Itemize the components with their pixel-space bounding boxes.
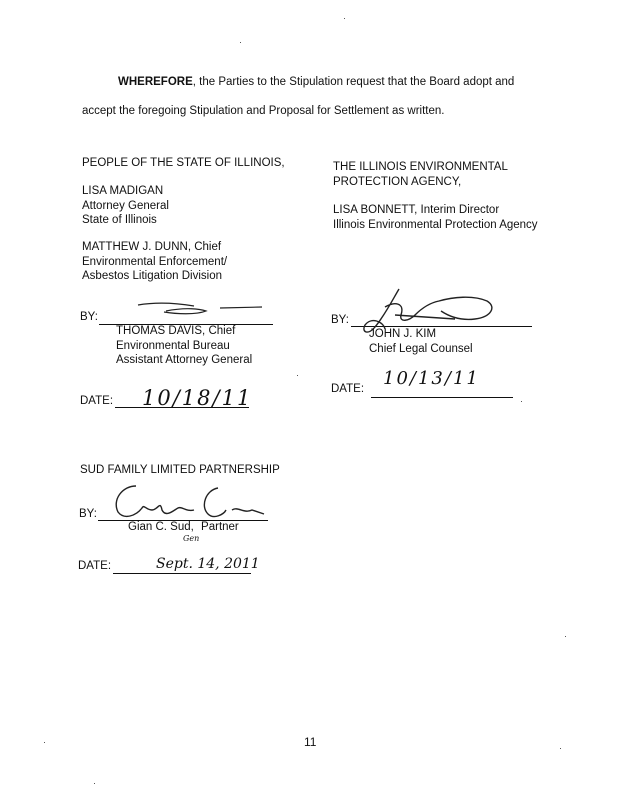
left-chief-name: MATTHEW J. DUNN, Chief	[82, 241, 222, 253]
left-signer-bureau: Environmental Bureau	[116, 339, 230, 352]
left-chief-division-2: Asbestos Litigation Division	[82, 270, 222, 282]
right-date-line	[371, 397, 513, 398]
third-signature	[108, 480, 268, 524]
wherefore-line-2: accept the foregoing Stipulation and Proposal for Settlement as written.	[82, 105, 445, 117]
third-by-label: BY:	[79, 508, 97, 520]
third-date-label: DATE:	[78, 560, 112, 572]
right-date-handwritten: 10/13/11	[383, 368, 480, 389]
right-agency: Illinois Environmental Protection Agency	[333, 218, 538, 231]
scan-speck	[560, 748, 561, 749]
scan-speck	[521, 401, 522, 402]
right-signer-name: JOHN J. KIM	[369, 328, 437, 340]
right-director: LISA BONNETT, Interim Director	[333, 204, 500, 216]
right-signer-title: Chief Legal Counsel	[369, 342, 473, 355]
left-date-handwritten: 10/18/11	[142, 386, 253, 410]
right-signer-block	[369, 327, 473, 356]
scan-speck	[94, 783, 95, 784]
left-ag-title: Attorney General	[82, 199, 169, 212]
left-signer-title: Assistant Attorney General	[116, 354, 253, 366]
scan-speck	[344, 18, 345, 19]
left-signer-name: THOMAS DAVIS, Chief	[116, 325, 236, 337]
left-date-label: DATE:	[80, 395, 114, 407]
third-date-handwritten: Sept. 14, 2011	[156, 556, 260, 572]
right-party-line-2: PROTECTION AGENCY,	[333, 175, 462, 188]
left-ag-block	[82, 184, 169, 228]
wherefore-line-1	[118, 76, 514, 88]
left-signer-block	[116, 324, 252, 368]
wherefore-line-1-text: , the Parties to the Stipulation request that the Board adopt and	[192, 76, 515, 88]
left-party-heading: PEOPLE OF THE STATE OF ILLINOIS,	[82, 157, 285, 169]
left-signature	[136, 297, 266, 321]
third-signer-role: Partner	[201, 521, 239, 533]
right-party-line-1: THE ILLINOIS ENVIRONMENTAL	[333, 161, 508, 173]
scan-speck	[565, 636, 566, 637]
third-signer-name: Gian C. Sud,	[128, 521, 194, 533]
left-chief-division-1: Environmental Enforcement/	[82, 255, 228, 268]
scan-speck	[297, 375, 298, 376]
left-ag-name: LISA MADIGAN	[82, 185, 164, 197]
right-director-block	[333, 203, 538, 232]
third-date-line	[113, 573, 251, 574]
right-party-heading	[333, 160, 508, 189]
left-ag-state: State of Illinois	[82, 214, 157, 226]
page-number: 11	[304, 735, 317, 749]
scan-speck	[44, 742, 45, 743]
right-by-label: BY:	[331, 314, 349, 326]
wherefore-lead: WHEREFORE	[118, 76, 193, 88]
third-signer-line	[128, 521, 239, 533]
left-by-label: BY:	[80, 311, 98, 323]
right-date-label: DATE:	[331, 383, 365, 395]
third-signer-annotation: Gen	[183, 534, 200, 543]
left-chief-block	[82, 240, 227, 284]
third-party-heading: SUD FAMILY LIMITED PARTNERSHIP	[80, 464, 280, 476]
scan-speck	[240, 42, 241, 43]
